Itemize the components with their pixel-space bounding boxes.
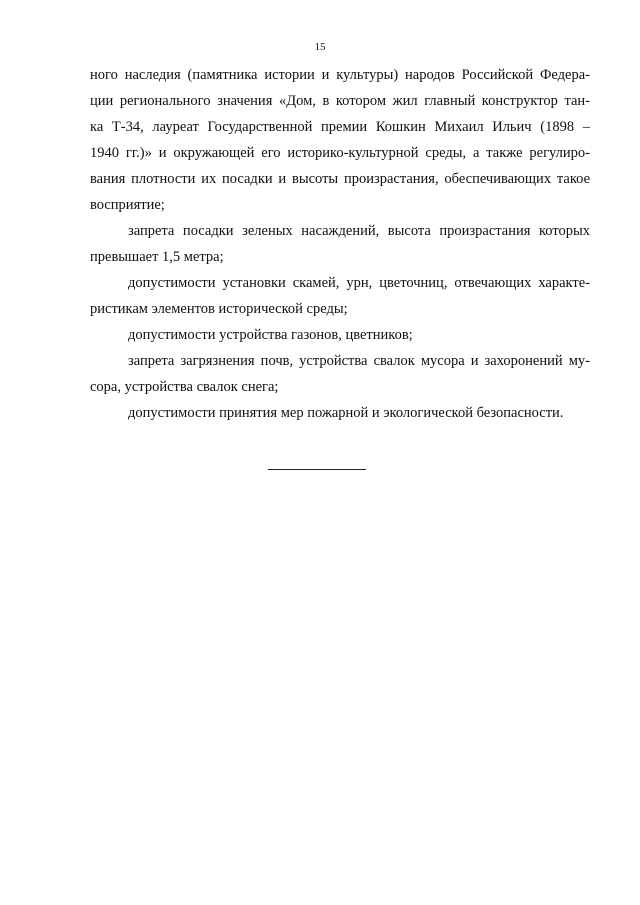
text-line: допустимости принятия мер пожарной и экологической безопасности. xyxy=(128,405,564,421)
text-line: ции регионального значения «Дом, в котором жил главный конструктор тан- xyxy=(90,93,590,109)
paragraph-benches xyxy=(90,270,590,322)
text-line: ного наследия (памятника истории и культуры) народов Российской Федера- xyxy=(90,67,590,83)
text-line: сора, устройства свалок снега; xyxy=(90,379,279,395)
text-line: ка Т-34, лауреат Государственной премии Кошкин Михаил Ильич (1898 – xyxy=(90,119,590,135)
text-line: вания плотности их посадки и высоты произрастания, обеспечивающих такое xyxy=(90,171,590,187)
text-line: запрета посадки зеленых насаждений, высота произрастания которых xyxy=(128,223,590,239)
text-line: превышает 1,5 метра; xyxy=(90,249,224,265)
text-line: допустимости установки скамей, урн, цветочниц, отвечающих характе- xyxy=(128,275,590,291)
text-line: 1940 гг.)» и окружающей его историко-культурной среды, а также регулиро- xyxy=(90,145,590,161)
text-line: ристикам элементов исторической среды; xyxy=(90,301,348,317)
paragraph-safety xyxy=(90,400,590,426)
paragraph-heritage-object xyxy=(90,62,590,218)
paragraph-planting-ban xyxy=(90,218,590,270)
text-line: допустимости устройства газонов, цветников; xyxy=(128,327,413,343)
paragraph-lawns xyxy=(90,322,590,348)
body-text xyxy=(90,62,590,426)
text-line: запрета загрязнения почв, устройства свалок мусора и захоронений му- xyxy=(128,353,590,369)
page-number: 15 xyxy=(314,41,326,53)
closing-rule xyxy=(268,469,366,470)
paragraph-pollution-ban xyxy=(90,348,590,400)
text-line: восприятие; xyxy=(90,197,165,213)
